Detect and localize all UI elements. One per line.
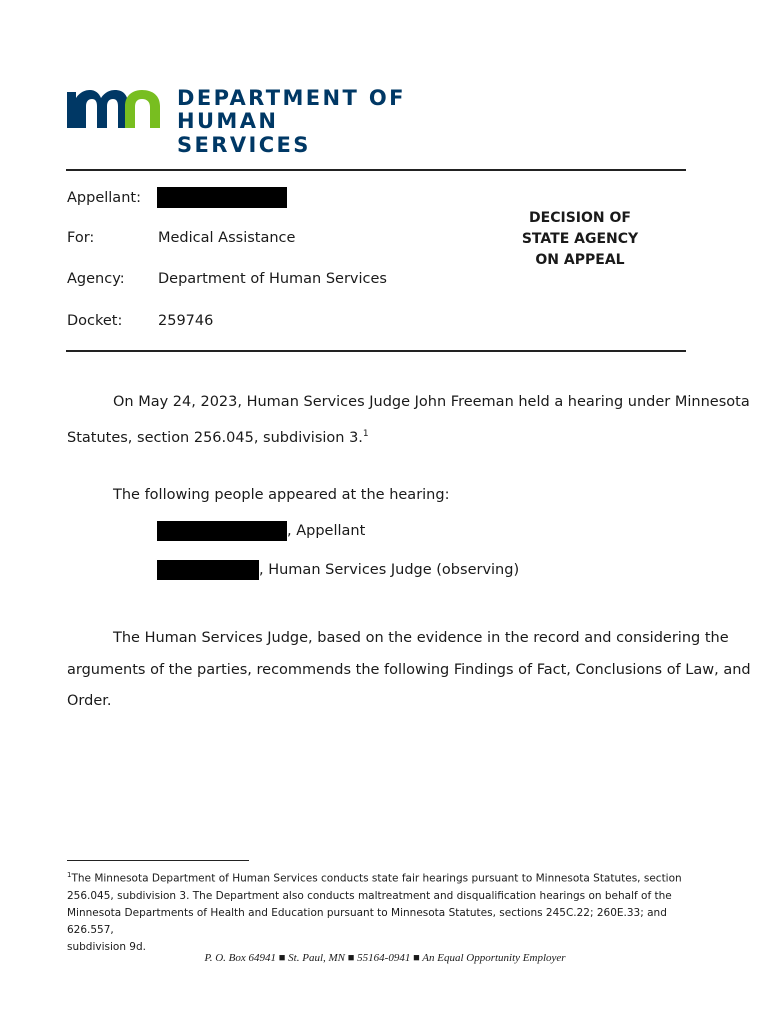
- appellant-label: Appellant:: [67, 190, 141, 206]
- footnote-marker: 1: [67, 871, 72, 879]
- footnote-line1-text: The Minnesota Department of Human Services conducts state fair hearings pursuant to Minnesota Statutes, section: [71, 872, 682, 885]
- footnote-line4: subdivision 9d.: [67, 940, 146, 953]
- footnote-line1: [67, 867, 707, 888]
- decision-title-line1: DECISION OF: [529, 210, 631, 226]
- top-divider: [66, 169, 686, 171]
- para1-line1: On May 24, 2023, Human Services Judge John Freeman held a hearing under Minnesota: [113, 394, 750, 410]
- docket-value: 259746: [158, 313, 214, 329]
- page-footer-address: P. O. Box 64941 ■ St. Paul, MN ■ 55164-0941 ■ An Equal Opportunity Employer: [204, 952, 566, 964]
- attendee2-role: , Human Services Judge (observing): [259, 562, 520, 578]
- mn-logo-mark-icon: [67, 86, 163, 130]
- footnote-ref[interactable]: 1: [362, 429, 369, 439]
- agency-value: Department of Human Services: [158, 271, 387, 287]
- logo-text-line1: DEPARTMENT OF: [177, 86, 406, 110]
- dhs-logo: [67, 86, 412, 157]
- para2: The following people appeared at the hearing:: [113, 487, 450, 503]
- decision-title-line2: STATE AGENCY: [521, 231, 639, 247]
- decision-title-line3: ON APPEAL: [535, 252, 625, 268]
- attendee-appellant: [157, 516, 365, 547]
- caption-divider: [66, 350, 686, 352]
- agency-label: Agency:: [67, 271, 125, 287]
- para1-line2-text: Statutes, section 256.045, subdivision 3.: [67, 429, 363, 446]
- attendee1-role: , Appellant: [287, 523, 366, 539]
- attendee2-name-redaction: [157, 560, 259, 580]
- para3-line2: arguments of the parties, recommends the following Findings of Fact, Conclusions of Law, and: [67, 662, 751, 678]
- for-value: Medical Assistance: [158, 230, 296, 246]
- attendee1-name-redaction: [157, 521, 287, 541]
- footnote-line3: Minnesota Departments of Health and Education pursuant to Minnesota Statutes, sections 245C.22; 260E.33; and 626.557,: [67, 906, 667, 936]
- para1-line2: [67, 419, 369, 454]
- footnote-separator: [67, 860, 249, 861]
- attendee-judge: [157, 555, 519, 586]
- decision-title: [500, 208, 660, 271]
- logo-text-line2: HUMAN SERVICES: [177, 109, 311, 157]
- appellant-name-redaction: [157, 187, 287, 208]
- footnote-line2: 256.045, subdivision 3. The Department also conducts maltreatment and disqualification hearings on behalf of the: [67, 889, 672, 902]
- for-label: For:: [67, 230, 95, 246]
- para3-line3: Order.: [67, 693, 112, 709]
- para3-line1: The Human Services Judge, based on the evidence in the record and considering the: [113, 630, 729, 646]
- footnote: [67, 867, 707, 956]
- docket-label: Docket:: [67, 313, 123, 329]
